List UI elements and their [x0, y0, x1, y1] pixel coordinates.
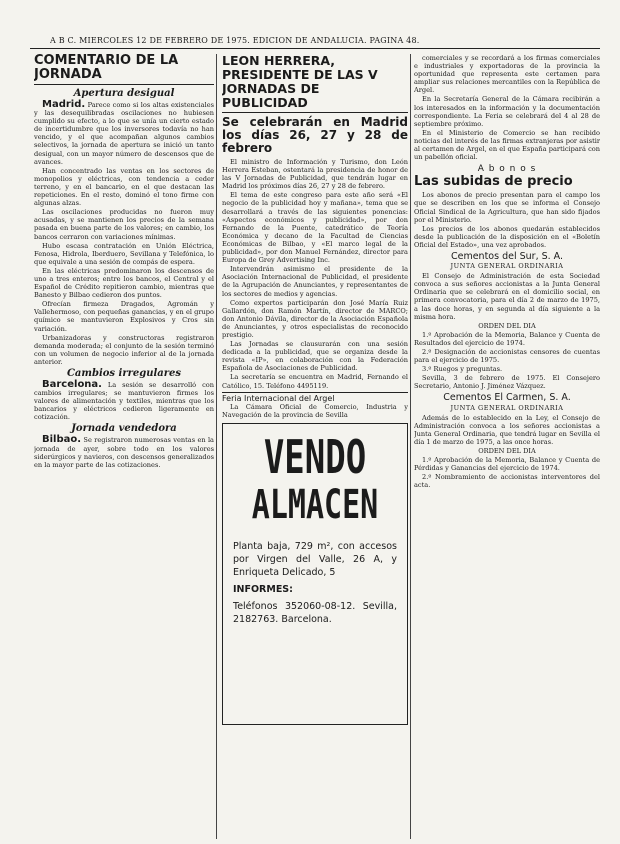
company-title-cementos-carmen: Cementos El Carmen, S. A.	[443, 392, 571, 404]
orden-del-dia: ORDEN DEL DIA	[478, 321, 536, 330]
section-title: COMENTARIO DE LA JORNADA	[34, 54, 214, 85]
barcelona-paragraph: Barcelona. La sesión se desarrolló con cambios irregulares; se mantuvieron firmes los valores de alimentación y textiles, mientras que los bancarios y eléctricos cedieron ligeramente en cotización.	[34, 379, 214, 422]
notice-paragraph: 1.º Aprobación de la Memoria, Balance y Cuenta de Resultados del ejercicio de 1974.	[414, 330, 600, 347]
column-jornadas-publicidad	[222, 54, 408, 839]
column-right	[414, 54, 600, 839]
city-bilbao: Bilbao.	[42, 434, 82, 446]
madrid-paragraph: Hubo escasa contratación en Unión Eléctrica, Fenosa, Hidrola, Iberduero, Sevillana y Telefónica, lo que equivale a una sesión de compás de espera.	[34, 241, 214, 266]
header-rule	[30, 48, 600, 49]
article-paragraph: Como expertos participarán don José María Ruiz Gallardón, don Ramón Martín, director de MARCO; don Antonio Dávila, director de la Asociación Española de Anunciantes, y otros especialistas de reconocido prestigio.	[222, 298, 408, 339]
madrid-paragraph: Urbanizadoras y constructoras registraron demanda moderada; el conjunto de la sesión terminó con un volumen de negocio inferior al de la jornada anterior.	[34, 333, 214, 366]
article-paragraph: La secretaría se encuentra en Madrid, Fernando el Católico, 15. Teléfono 4495119.	[222, 373, 408, 390]
notice-paragraph: 3.º Ruegos y preguntas.	[422, 365, 503, 374]
madrid-paragraph: Madrid. Parece como si los altas existenciales y las desequilibradas oscilaciones no hubiesen cumplido su efecto, a lo que se unía un cierto estado de incertidumbre que los inversores todavía no han vencido, y el que acompañan algunos cambios selectivos, la jornada de apertura se inició un tanto desigual, con un mayor número de descensos que de avances.	[34, 99, 214, 166]
abonos-label: A b o n o s	[477, 164, 537, 175]
ad-headline-almacen: ALMACEN	[251, 481, 379, 529]
article-paragraph: Intervendrán asimismo el presidente de la Asociación Internacional de Publicidad, el presidente de la Agrupación de Anunciantes, y representantes de los sectores de medios y agencias.	[222, 265, 408, 298]
abonos-title: Las subidas de precio	[414, 174, 573, 190]
feria-continuation: En la Secretaría General de la Cámara recibirán a los interesados en la información y la documentación correspondiente. La Feria se celebrará del 4 al 28 de septiembre próximo.	[414, 95, 600, 128]
madrid-paragraph: En las eléctricas predominaron los descensos de uno a tres enteros; entre los bancos, el Central y el Español de Crédito repitieron cambio, mientras que Banesto y Bilbao cedieron dos puntos.	[34, 266, 214, 300]
article-paragraph: El tema de este congreso para este año será «El negocio de la publicidad hoy y mañana», tema que se desarrollará a través de las siguientes ponencias: «Aspectos económicos y publicidad», por don Fernando de la Puente, catedrático de Teoría Económica y decano de la Facultad de Ciencias Económicas de Bilbao, y «El marco legal de la publicidad», por don Manuel Fernández, director para Europa de Grey Advertising Inc.	[222, 191, 408, 265]
company-title-cementos-sur: Cementos del Sur, S. A.	[450, 250, 564, 262]
subtitle-jornada: Jornada vendedora	[71, 423, 177, 435]
classified-ad	[222, 423, 408, 725]
article-paragraph: El ministro de Información y Turismo, don León Herrera Esteban, ostentará la presidencia de honor de las V Jornadas de Publicidad, que tendrán lugar en Madrid los próximos días 26, 27 y 28 de febrero.	[222, 158, 408, 191]
notice-paragraph: 2.º Nombramiento de accionistas interventores del acta.	[414, 473, 600, 490]
subtitle-cambios: Cambios irregulares	[66, 368, 182, 379]
ad-informes-text: Teléfonos 352060-08-12. Sevilla, 2182763. Barcelona.	[233, 600, 397, 625]
article-paragraph: Las Jornadas se clausurarán con una sesión dedicada a la publicidad, que se organiza desde la revista «IP», en colaboración con la Federación Española de Asociaciones de Publicidad.	[222, 340, 408, 373]
notice-paragraph: Además de lo establecido en la Ley, el Consejo de Administración convoca a los señores accionistas a Junta General Ordinaria, que tendrá lugar en Sevilla el día 1 de marzo de 1975, a las once horas.	[414, 413, 600, 446]
madrid-paragraph: Las oscilaciones producidas no fueron muy acusadas, y se mantienen los precios de la semana pasada en buena parte de los valores; en cambio, los bancos cerraron con variaciones mínimas.	[34, 208, 214, 241]
ad-informes-label: INFORMES:	[233, 583, 293, 595]
abonos-paragraph: Los precios de los abonos quedarán establecidos desde la publicación de la disposición en el «Boletín Oficial del Estado», una vez aprobados.	[414, 224, 600, 249]
ad-description: Planta baja, 729 m², con accesos por Virgen del Valle, 26 A, y Enriqueta Delicado, 5	[233, 540, 397, 578]
notice-paragraph: 2.º Designación de accionistas censores de cuentas para el ejercicio de 1975.	[414, 348, 600, 365]
column-divider	[410, 54, 411, 839]
city-barcelona: Barcelona.	[42, 379, 102, 390]
subtitle-apertura: Apertura desigual	[73, 88, 175, 99]
orden-del-dia: ORDEN DEL DIA	[478, 447, 536, 456]
column-comentario	[34, 54, 214, 839]
feria-continuation: comerciales y se recordará a los firmas comerciales e industriales y exportadoras de la provincia la oportunidad que representa este certamen para ampliar sus relaciones mercantiles con la República de Argel.	[414, 54, 600, 95]
column-divider	[216, 54, 217, 839]
feria-continuation: En el Ministerio de Comercio se han recibido noticias del interés de las firmas extranjeras por asistir al certamen de Argel, en el que España participará con un pabellón oficial.	[414, 128, 600, 162]
subhead-publicidad: Se celebrarán en Madrid los días 26, 27 y 28 de febrero	[222, 115, 408, 155]
madrid-paragraph: Ofrecían firmeza Dragados, Agromán y Vallehermoso, con pequeñas ganancias, y en el grupo químico se mantuvieron Explosivos y Cros sin variación.	[34, 300, 214, 333]
city-madrid: Madrid.	[42, 99, 86, 110]
madrid-paragraph: Han concentrado las ventas en los sectores de monopolios y eléctricas, con tendencia a ceder terreno, y en el bancario, en el que destacan las repeticiones. En el resto, dominó el tono firme con algunas alzas.	[34, 166, 214, 208]
page-header: A B C. MIERCOLES 12 DE FEBRERO DE 1975. EDICION DE ANDALUCIA. PAGINA 48.	[50, 36, 420, 45]
company-subtitle: JUNTA GENERAL ORDINARIA	[450, 403, 564, 412]
bilbao-paragraph: Bilbao. Se registraron numerosas ventas en la jornada de ayer, sobre todo en los valores siderúrgicos y navieros, con descensos generalizados en la mayor parte de las cotizaciones.	[34, 434, 214, 469]
abonos-paragraph: Los abonos de precio presentan para el campo los que se describen en los que se informa el Consejo Oficial Sindical de la Agricultura, que han sido fijados por el Ministerio.	[414, 191, 600, 224]
notice-paragraph: El Consejo de Administración de esta Sociedad convoca a sus señores accionistas a la Junta General Ordinaria que se celebrará en el domicilio social, en primera convocatoria, para el día 2 de marzo de 1975, a las doce horas, y en segunda al día siguiente a la misma hora.	[414, 272, 600, 321]
feria-paragraph: La Cámara Oficial de Comercio, Industria y Navegación de la provincia de Sevilla	[222, 402, 408, 419]
headline-publicidad: LEON HERRERA, PRESIDENTE DE LAS V JORNADAS DE PUBLICIDAD	[222, 54, 408, 113]
company-subtitle: JUNTA GENERAL ORDINARIA	[450, 262, 564, 271]
notice-paragraph: Sevilla, 3 de febrero de 1975. El Consejero Secretario, Antonio J. Jiménez Vázquez.	[414, 374, 600, 391]
feria-label: Feria Internacional del Argel	[222, 392, 408, 403]
ad-headline-vendo: VENDO	[263, 431, 367, 486]
notice-paragraph: 1.º Aprobación de la Memoria, Balance y Cuenta de Pérdidas y Ganancias del ejercicio de 1974.	[414, 456, 600, 473]
